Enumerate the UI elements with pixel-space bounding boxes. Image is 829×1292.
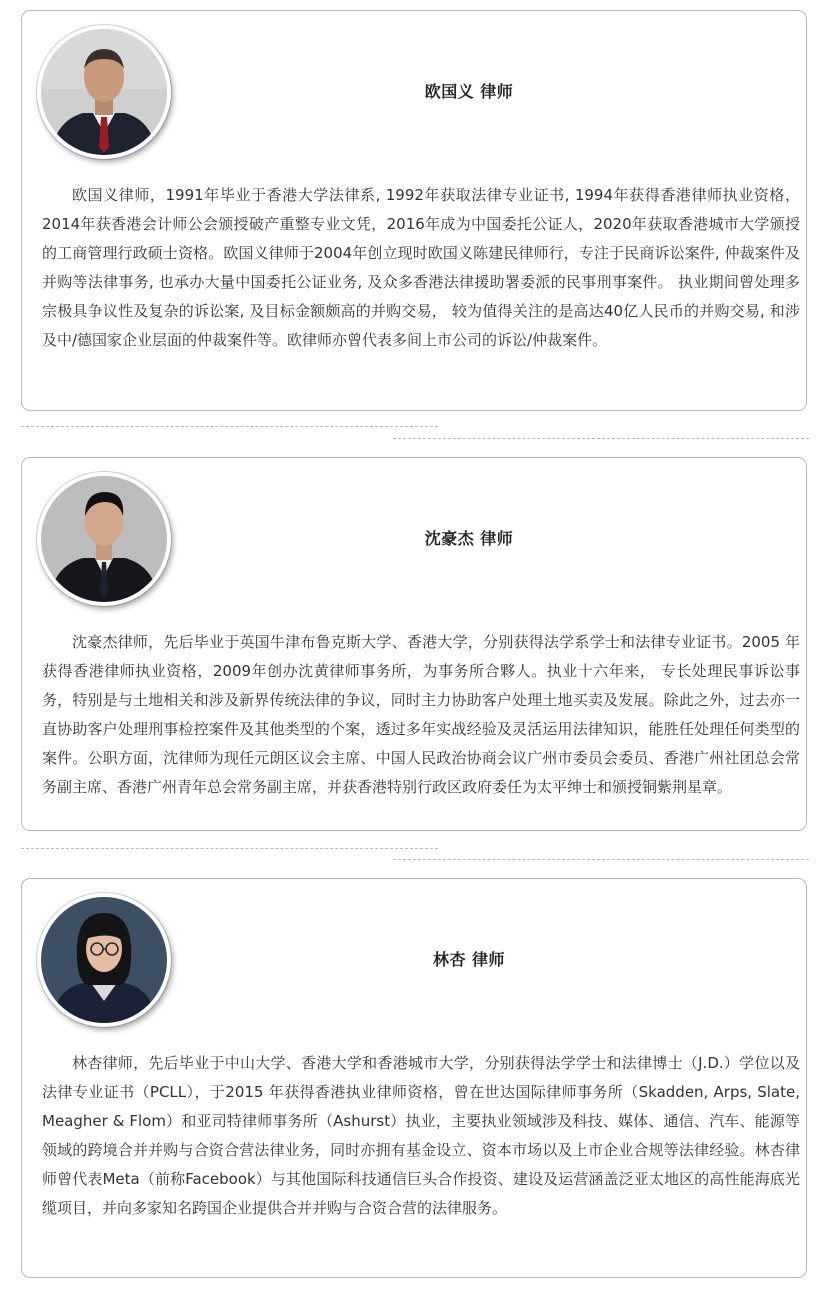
lawyer-card	[21, 10, 807, 411]
dashed-divider	[393, 859, 809, 860]
dashed-divider	[21, 848, 438, 849]
lawyer-name: 沈豪杰 律师	[424, 529, 514, 548]
lawyer-bio: 林杏律师，先后毕业于中山大学、香港大学和香港城市大学，分别获得法学学士和法律博士（J.D.）学位以及法律专业证书（PCLL），于2015 年获得香港执业律师资格，曾在世达国际律师事务所（Skadden, Arps, Slate, Meagher & Flom）和亚司特律师事务所（Ashurst）执业，主要执业领域涉及科技、媒体、通信、汽车、能源等领域的跨境合并并购与合资合营法律业务，同时亦拥有基金设立、资本市场以及上市企业合规等法律经验。林杏律师曾代表Meta（前称Facebook）与其他国际科技通信巨头合作投资、建设及运营涵盖泛亚太地区的高性能海底光缆项目，并向多家知名跨国企业提供合并并购与合资合营的法律服务。	[42, 1054, 800, 1217]
dashed-divider	[21, 426, 438, 427]
lawyer-bio: 沈豪杰律师，先后毕业于英国牛津布鲁克斯大学、香港大学，分别获得法学系学士和法律专业证书。2005 年获得香港律师执业资格，2009年创办沈黄律师事务所，为事务所合夥人。执业十六年来， 专长处理民事诉讼事务，特别是与土地相关和涉及新界传统法律的争议，同时主力协助客户处理土地买卖及发展。除此之外，过去亦一直协助客户处理刑事检控案件及其他类型的个案，透过多年实战经验及灵活运用法律知识，能胜任处理任何类型的案件。公职方面，沈律师为现任元朗区议会主席、中国人民政治协商会议广州市委员会委员、香港广州社团总会常务副主席、香港广州青年总会常务副主席，并获香港特别行政区政府委任为太平绅士和颁授铜紫荆星章。	[42, 633, 800, 796]
lawyer-bio: 欧国义律师，1991年毕业于香港大学法律系, 1992年获取法律专业证书, 1994年获得香港律师执业资格， 2014年获香港会计师公会颁授破产重整专业文凭，2016年成为中国委托公证人，2020年获取香港城市大学颁授的工商管理行政硕士资格。欧国义律师于2004年创立现时欧国义陈建民律师行，专注于民商诉讼案件, 仲裁案件及并购等法律事务, 也承办大量中国委托公证业务, 及众多香港法律援助署委派的民事刑事案件。 执业期间曾处理多宗极具争议性及复杂的诉讼案, 及目标金额颇高的并购交易， 较为值得关注的是高达40亿人民币的并购交易, 和涉及中/德国家企业层面的仲裁案件等。欧律师亦曾代表多间上市公司的诉讼/仲裁案件。	[42, 186, 800, 349]
lawyer-name: 林杏 律师	[432, 950, 506, 969]
dashed-divider	[393, 438, 809, 439]
lawyer-card	[21, 457, 807, 831]
lawyer-card	[21, 878, 807, 1278]
lawyer-name: 欧国义 律师	[424, 82, 514, 101]
